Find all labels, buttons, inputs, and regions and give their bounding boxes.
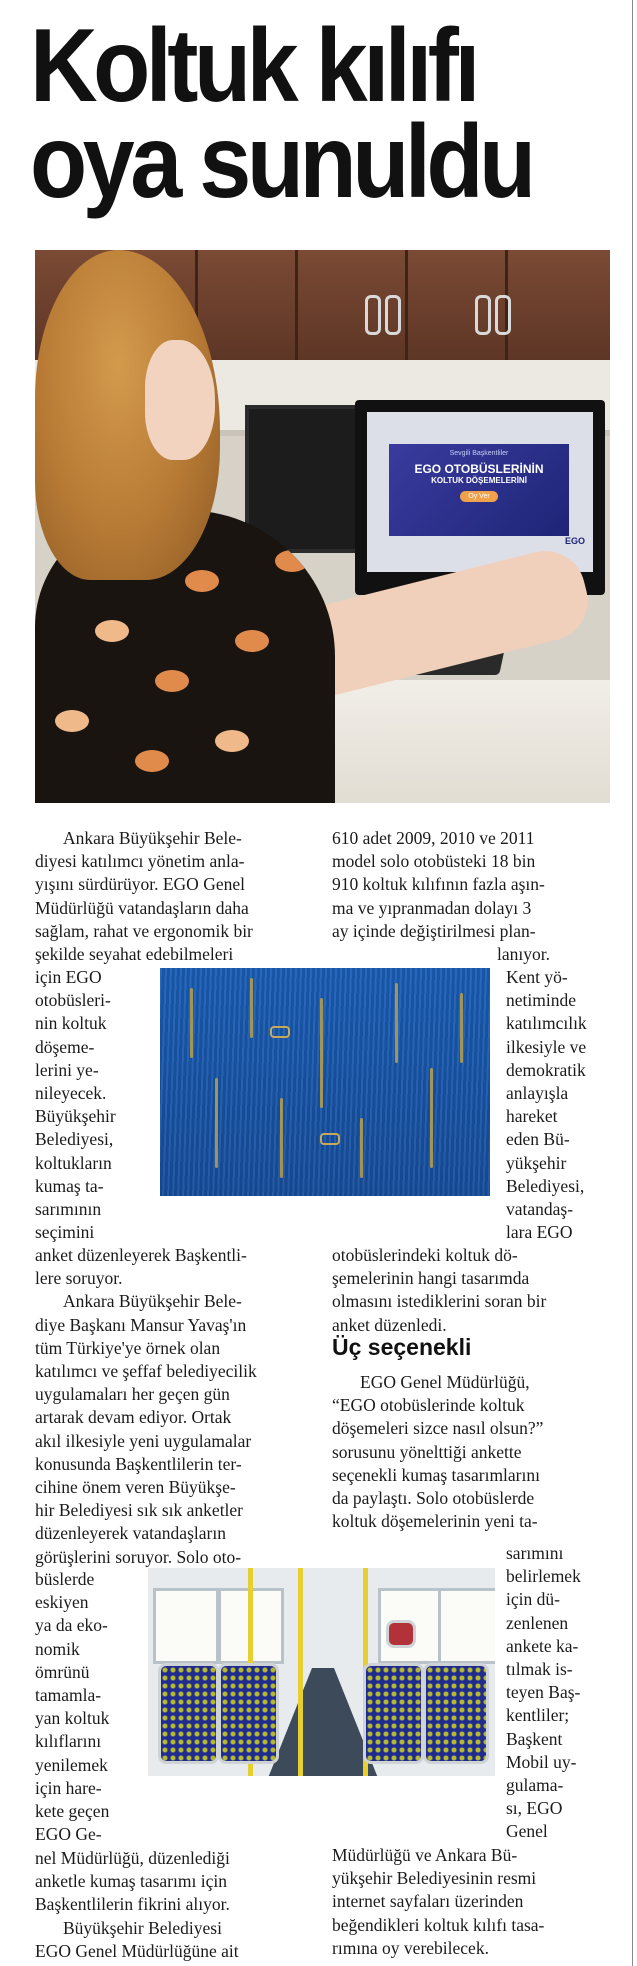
text-line: Müdürlüğü ve Ankara Bü- [332,1845,518,1865]
text-line: Başkentlilerin fikrini alıyor. [35,1894,230,1915]
text-line: Ankara Büyükşehir Bele- [63,828,242,848]
text-line: anlayışla [506,1083,569,1104]
text-line: akıl ilkesiyle yeni uygulamalar [35,1430,252,1451]
text-line: “EGO otobüslerinde koltuk [332,1395,525,1416]
text-line: nel Müdürlüğü, düzenlediği [35,1848,230,1868]
text-line: düzenleyerek vatandaşların [35,1523,226,1544]
text-line: da paylaştı. Solo otobüslerde [332,1488,535,1509]
text-line: Büyükşehir Belediyesi [63,1917,222,1938]
text-line: döşemeleri sizce nasıl olsun?” [332,1418,544,1439]
text-line: artarak devam ediyor. Ortak [35,1407,232,1428]
text-line: Müdürlüğü vatandaşların daha [35,897,249,918]
text-line: konusunda Başkentlilerin ter- [35,1453,242,1474]
text-line: ömrünü [35,1661,90,1682]
text-line: katılımcılık [506,1013,587,1034]
text-line: anketle kumaş tasarımı için [35,1871,227,1892]
text-line: otobüsleri- [35,990,111,1011]
text-line: zenlenen [506,1612,569,1633]
text-line: yenilemek [35,1754,108,1775]
text-line: için EGO [35,967,102,987]
headline-line-2: oya sunuldu [30,104,532,220]
text-line: koltuk döşemelerinin yeni ta- [332,1511,538,1532]
text-line: yışını sürdürüyor. EGO Genel [35,874,245,895]
text-line: yükşehir Belediyesinin resmi [332,1868,537,1889]
text-line: vatandaş- [506,1199,574,1220]
text-line: internet sayfaları üzerinden [332,1891,524,1912]
text-line: otobüslerindeki koltuk dö- [332,1245,518,1265]
text-line: gulama- [506,1775,564,1796]
text-line: EGO Genel Müdürlüğüne ait [35,1940,239,1961]
text-line: tüm Türkiye'ye örnek olan [35,1337,221,1358]
text-line: demokratik [506,1059,586,1080]
column-rule [632,0,633,1966]
text-line: nin koltuk [35,1013,107,1034]
text-line: rımına oy verebilecek. [332,1937,489,1958]
text-line: kete geçen [35,1801,110,1822]
text-line: Ankara Büyükşehir Bele- [63,1291,242,1312]
text-line: sağlam, rahat ve ergonomik bir [35,920,253,941]
fabric-sample-photo [160,968,490,1196]
right-column-mid [332,1244,615,1337]
text-line: sorusunu yönelttiği ankette [332,1441,522,1462]
text-line: sarımının [35,1199,102,1220]
screen-logo: EGO [564,536,585,546]
right-column-narrow-1 [506,966,616,1244]
text-line: lara EGO [506,1222,573,1243]
text-line: diye Başkanı Mansur Yavaş'ın [35,1314,247,1335]
text-line: tılmak is- [506,1659,573,1680]
text-line: kılıflarını [35,1731,102,1752]
screen-banner: Sevgili Başkentliler EGO OTOBÜSLERİNİN KOLTUK DÖŞEMELERİNİ Oy Ver [389,444,569,536]
right-column-top [332,827,615,966]
text-line: yan koltuk [35,1708,110,1729]
text-line: ya da eko- [35,1615,108,1636]
text-line: ma ve yıpranmadan dolayı 3 [332,897,532,918]
text-line: seçimini [35,1222,95,1243]
left-column-mid [35,1244,318,1569]
text-line: döşeme- [35,1036,95,1057]
text-line: diyesi katılımcı yönetim anla- [35,851,245,872]
text-line: hareket [506,1106,558,1127]
text-line: uygulamaları her geçen gün [35,1384,230,1405]
subhead-uc-secenekli: Üç seçenekli [332,1334,472,1360]
headline-line-1: Koltuk kılıfı [30,8,476,124]
right-column-narrow-2 [506,1542,616,1844]
text-line: 910 koltuk kılıfının fazla aşın- [332,874,545,895]
text-line: hir Belediyesi sık sık anketler [35,1500,244,1521]
text-line: Genel [506,1821,548,1842]
main-photo-woman-at-computer [35,250,610,803]
text-line: Belediyesi, [35,1129,114,1150]
text-line: 610 adet 2009, 2010 ve 2011 [332,828,535,848]
text-line: beğendikleri koltuk kılıfı tasa- [332,1914,545,1935]
left-column-top [35,827,318,966]
text-line: teyen Baş- [506,1682,581,1703]
text-line: lerini ye- [35,1059,99,1080]
text-line: EGO Genel Müdürlüğü, [360,1372,530,1392]
text-line: seçenekli kumaş tasarımlarını [332,1464,540,1485]
left-column-bottom [35,1847,318,1963]
text-line: model solo otobüsteki 18 bin [332,851,536,872]
text-line: için hare- [35,1777,102,1798]
text-line: belirlemek [506,1566,581,1587]
text-line: Kent yö- [506,967,568,987]
text-line: eskiyen [35,1592,89,1613]
right-column-mid-2 [332,1371,615,1533]
text-line: Belediyesi, [506,1175,585,1196]
text-line: katılımcı ve şeffaf belediyecilik [35,1361,257,1382]
text-line: Büyükşehir [35,1106,116,1127]
text-line: nomik [35,1638,80,1659]
text-line: eden Bü- [506,1129,570,1150]
text-line: sarımını [506,1543,564,1563]
text-line: kentliler; [506,1705,570,1726]
text-line: olmasını istediklerini soran bir [332,1291,547,1312]
text-line: sı, EGO [506,1798,563,1819]
left-column-narrow-1 [35,966,157,1244]
text-line: nileyecek. [35,1083,107,1104]
text-line: cihine önem veren Büyükşe- [35,1477,236,1498]
text-line: görüşlerini soruyor. Solo oto- [35,1546,242,1567]
text-line: Başkent [506,1728,563,1749]
text-line: şemelerinin hangi tasarımda [332,1268,530,1289]
left-column-narrow-2 [35,1568,145,1846]
text-line: anket düzenleyerek Başkentli- [35,1245,247,1265]
bus-interior-photo [148,1568,495,1776]
text-line: yükşehir [506,1152,567,1173]
text-line: ankete ka- [506,1635,579,1656]
text-line: lanıyor. [497,944,550,965]
text-line: Mobil uy- [506,1751,577,1772]
article-headline [30,8,552,220]
text-line: şekilde seyahat edebilmeleri [35,944,234,965]
right-column-bottom [332,1844,615,1960]
text-line: ilkesiyle ve [506,1036,587,1057]
text-line: lere soruyor. [35,1268,123,1289]
text-line: kumaş ta- [35,1175,104,1196]
text-line: EGO Ge- [35,1824,102,1845]
text-line: koltukların [35,1152,112,1173]
text-line: netiminde [506,990,576,1011]
text-line: için dü- [506,1589,560,1610]
text-line: büslerde [35,1569,95,1589]
text-line: ay içinde değiştirilmesi plan- [332,920,536,941]
text-line: tamamla- [35,1685,102,1706]
text-line: anket düzenledi. [332,1314,447,1335]
